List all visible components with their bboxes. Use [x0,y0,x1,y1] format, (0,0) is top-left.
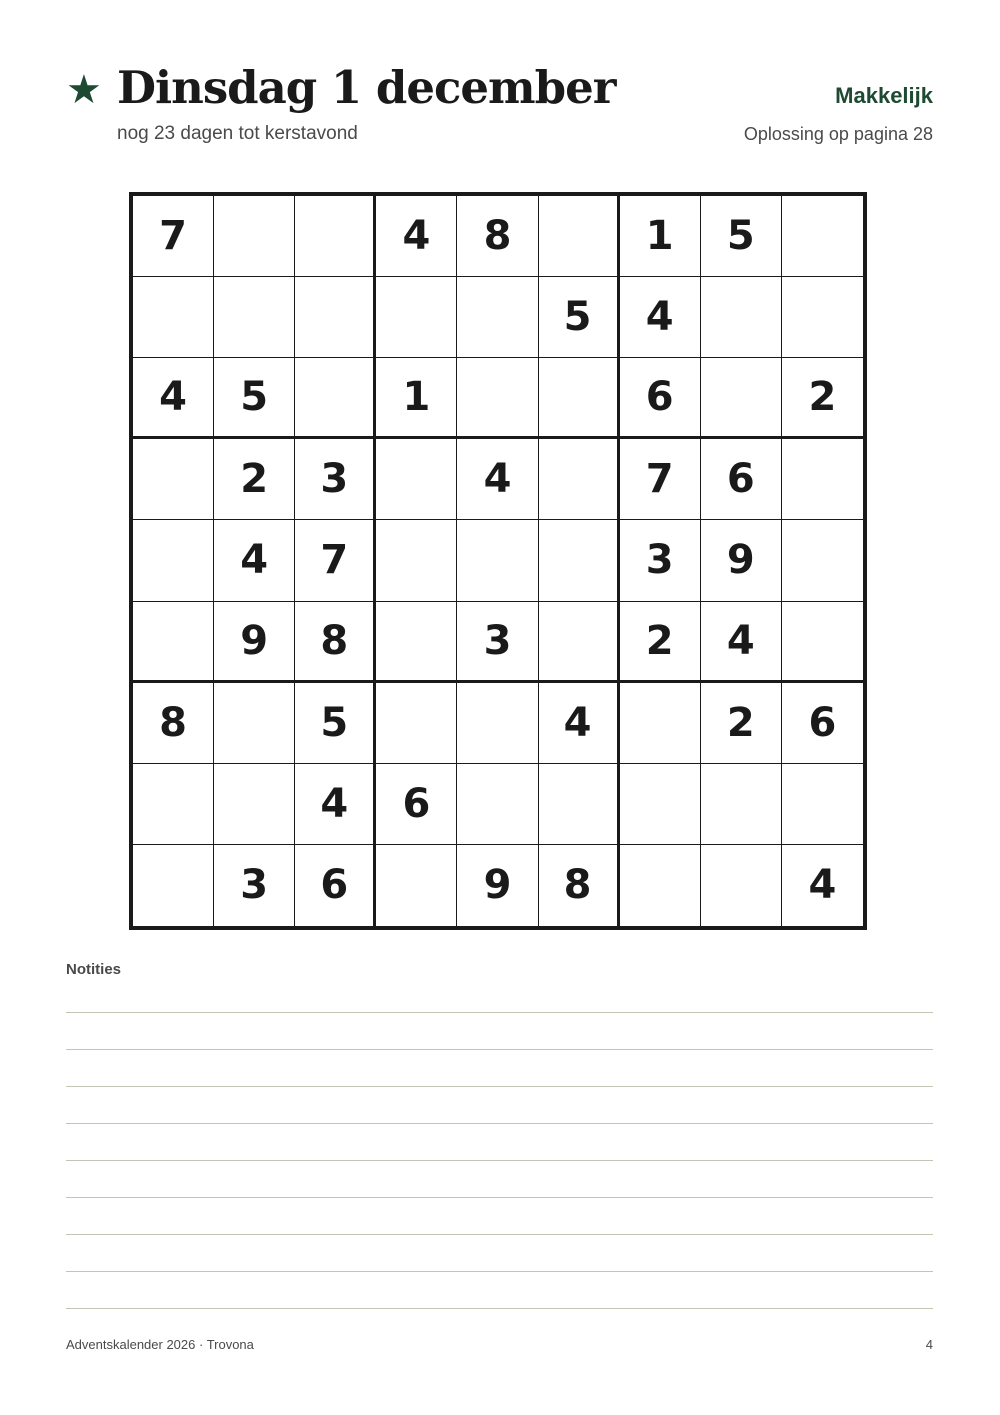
notes-label: Notities [66,961,122,978]
given-cell: 9 [701,520,782,601]
given-cell: 3 [295,439,376,520]
empty-cell[interactable] [376,277,457,358]
empty-cell[interactable] [295,196,376,277]
footer-page-number: 4 [925,1337,933,1352]
given-cell: 7 [295,520,376,601]
given-cell: 3 [214,845,295,926]
countdown-subtitle: nog 23 dagen tot kerstavond [117,123,358,144]
empty-cell[interactable] [457,764,538,845]
empty-cell[interactable] [214,196,295,277]
empty-cell[interactable] [539,439,620,520]
empty-cell[interactable] [620,845,701,926]
empty-cell[interactable] [701,277,782,358]
empty-cell[interactable] [782,277,863,358]
given-cell: 5 [295,683,376,764]
difficulty-label: Makkelijk [835,83,933,108]
empty-cell[interactable] [133,439,214,520]
empty-cell[interactable] [376,845,457,926]
given-cell: 2 [782,358,863,439]
empty-cell[interactable] [376,439,457,520]
empty-cell[interactable] [295,358,376,439]
sudoku-grid [129,192,867,930]
given-cell: 2 [620,602,701,683]
given-cell: 4 [295,764,376,845]
given-cell: 7 [133,196,214,277]
empty-cell[interactable] [782,196,863,277]
empty-cell[interactable] [133,845,214,926]
given-cell: 9 [457,845,538,926]
empty-cell[interactable] [539,520,620,601]
note-line[interactable] [66,1123,933,1124]
given-cell: 9 [214,602,295,683]
empty-cell[interactable] [782,439,863,520]
note-line[interactable] [66,1012,933,1013]
given-cell: 6 [620,358,701,439]
given-cell: 4 [808,862,837,909]
empty-cell[interactable] [457,683,538,764]
empty-cell[interactable] [539,358,620,439]
given-cell: 4 [539,683,620,764]
note-line[interactable] [66,1308,933,1309]
given-cell: 2 [214,439,295,520]
empty-cell[interactable] [620,683,701,764]
empty-cell[interactable] [701,764,782,845]
empty-cell[interactable] [376,683,457,764]
given-cell: 4 [376,196,457,277]
empty-cell[interactable] [214,764,295,845]
empty-cell[interactable] [133,764,214,845]
given-cell: 1 [376,358,457,439]
given-cell: 8 [539,845,620,926]
empty-cell[interactable] [457,358,538,439]
note-line[interactable] [66,1271,933,1272]
given-cell: 4 [620,277,701,358]
empty-cell[interactable] [133,520,214,601]
note-line[interactable] [66,1086,933,1087]
given-cell: 5 [539,277,620,358]
empty-cell[interactable] [376,520,457,601]
given-cell: 4 [214,520,295,601]
given-cell: 4 [701,602,782,683]
given-cell: 7 [620,439,701,520]
given-cell: 6 [295,845,376,926]
empty-cell[interactable] [457,277,538,358]
note-line[interactable] [66,1234,933,1235]
empty-cell[interactable] [782,602,863,683]
empty-cell[interactable] [214,277,295,358]
given-cell: 3 [620,520,701,601]
given-cell: 6 [376,764,457,845]
note-line[interactable] [66,1160,933,1161]
empty-cell[interactable] [539,602,620,683]
page-title: Dinsdag 1 december [117,61,616,114]
empty-cell[interactable] [782,520,863,601]
empty-cell[interactable] [376,602,457,683]
empty-cell[interactable] [133,602,214,683]
given-cell: 6 [701,439,782,520]
given-cell: 8 [133,683,214,764]
star-icon: ★ [66,67,102,113]
solution-reference: Oplossing op pagina 28 [743,124,933,144]
empty-cell[interactable] [701,358,782,439]
empty-cell[interactable] [214,683,295,764]
footer-publication: Adventskalender 2026 · Trovona [66,1337,254,1352]
empty-cell[interactable] [457,520,538,601]
empty-cell[interactable] [133,277,214,358]
given-cell: 5 [214,358,295,439]
given-cell: 5 [701,196,782,277]
given-cell: 8 [295,602,376,683]
empty-cell[interactable] [701,845,782,926]
empty-cell[interactable] [539,196,620,277]
given-cell: 4 [457,439,538,520]
given-cell: 4 [133,358,214,439]
empty-cell[interactable] [620,764,701,845]
note-line[interactable] [66,1197,933,1198]
given-cell: 6 [782,683,863,764]
note-line[interactable] [66,1049,933,1050]
given-cell: 2 [701,683,782,764]
given-cell: 8 [457,196,538,277]
given-cell: 1 [620,196,701,277]
empty-cell[interactable] [539,764,620,845]
page-header [66,58,933,158]
empty-cell[interactable] [295,277,376,358]
empty-cell[interactable] [782,764,863,845]
given-cell: 3 [457,602,538,683]
